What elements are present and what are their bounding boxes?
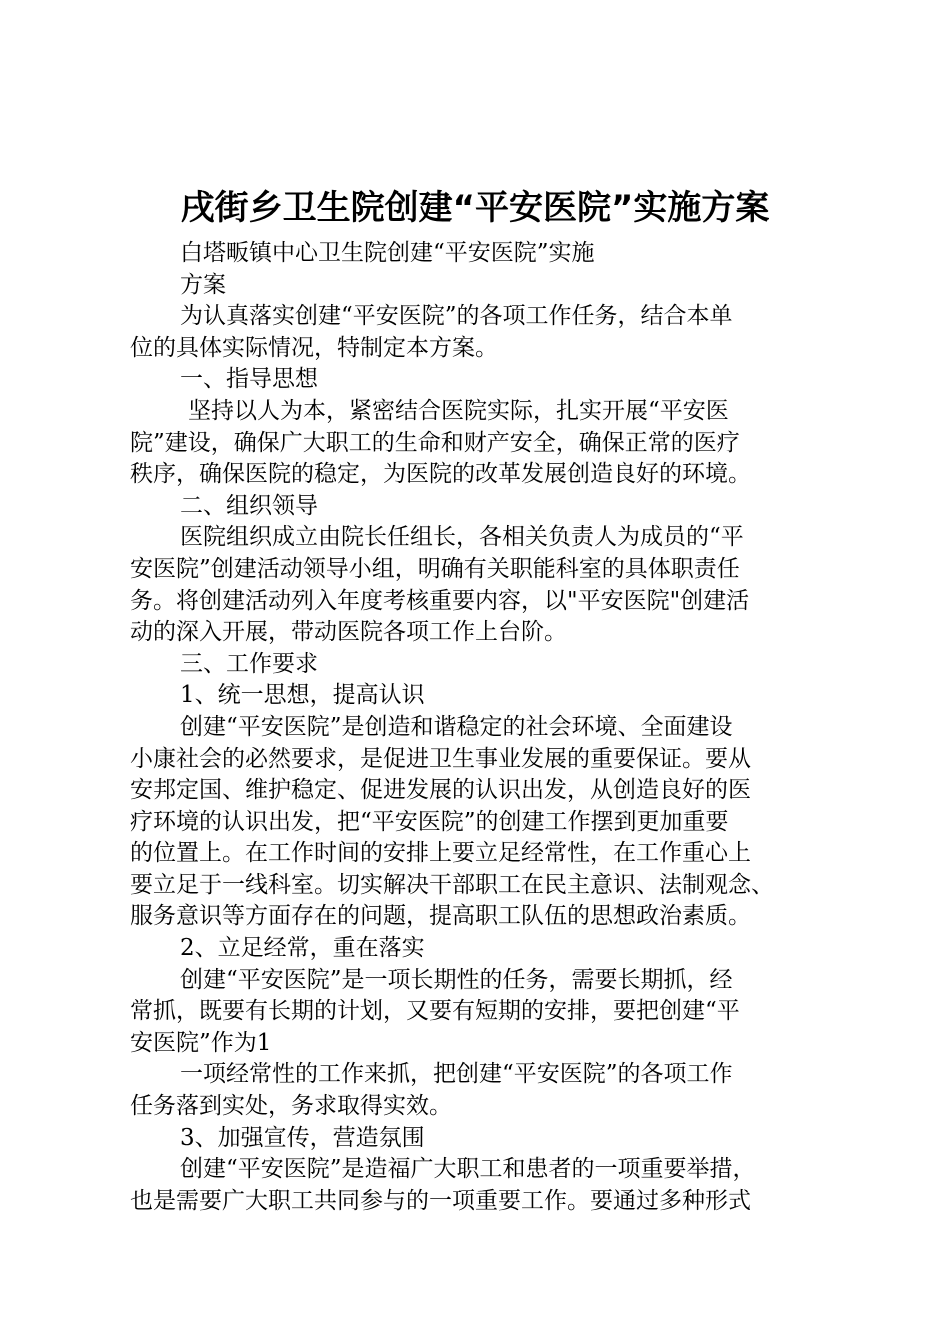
paragraph-line: 院”建设，确保广大职工的生命和财产安全，确保正常的医疗 bbox=[130, 429, 740, 456]
paragraph-line: 务。将创建活动列入年度考核重要内容，以"平安医院"创建活 bbox=[130, 587, 750, 614]
paragraph-line: 坚持以人为本，紧密结合医院实际，扎实开展“平安医 bbox=[188, 397, 729, 424]
paragraph-line: 服务意识等方面存在的问题，提高职工队伍的思想政治素质。 bbox=[130, 903, 751, 930]
paragraph-line: 秩序，确保医院的稳定，为医院的改革发展创造良好的环境。 bbox=[130, 461, 751, 488]
section-heading: 一、指导思想 bbox=[180, 366, 318, 393]
paragraph-line: 安邦定国、维护稳定、促进发展的认识出发，从创造良好的医 bbox=[130, 777, 751, 804]
paragraph-line: 也是需要广大职工共同参与的一项重要工作。要通过多种形式 bbox=[130, 1187, 751, 1214]
document-body bbox=[130, 238, 830, 1217]
paragraph-line: 要立足于一线科室。切实解决干部职工在民主意识、法制观念、 bbox=[130, 871, 774, 898]
subtitle-line: 白塔畈镇中心卫生院创建“平安医院”实施 bbox=[180, 240, 595, 266]
paragraph-line: 为认真落实创建“平安医院”的各项工作任务，结合本单 bbox=[180, 303, 733, 330]
paragraph-line: 位的具体实际情况，特制定本方案。 bbox=[130, 334, 498, 361]
paragraph-line: 创建“平安医院”是造福广大职工和患者的一项重要举措， bbox=[180, 1156, 756, 1183]
paragraph-line: 小康社会的必然要求，是促进卫生事业发展的重要保证。要从 bbox=[130, 745, 751, 772]
paragraph-line: 动的深入开展，带动医院各项工作上台阶。 bbox=[130, 619, 567, 646]
paragraph-line: 安医院”作为1 bbox=[130, 1029, 272, 1056]
paragraph-line: 创建“平安医院”是创造和谐稳定的社会环境、全面建设 bbox=[180, 713, 733, 740]
paragraph-line: 疗环境的认识出发，把“平安医院”的创建工作摆到更加重要 bbox=[130, 808, 729, 835]
paragraph-line: 安医院”创建活动领导小组，明确有关职能科室的具体职责任 bbox=[130, 555, 740, 582]
document-title: 戌街乡卫生院创建“平安医院”实施方案 bbox=[180, 188, 770, 228]
section-heading: 二、组织领导 bbox=[180, 492, 318, 519]
paragraph-line: 任务落到实处，务求取得实效。 bbox=[130, 1093, 452, 1120]
paragraph-line: 常抓，既要有长期的计划，又要有短期的安排，要把创建“平 bbox=[130, 998, 740, 1025]
paragraph-line: 医院组织成立由院长任组长，各相关负责人为成员的“平 bbox=[180, 524, 744, 551]
subsection-heading: 1、统一思想，提高认识 bbox=[180, 682, 425, 709]
section-heading: 三、工作要求 bbox=[180, 650, 318, 677]
subsection-heading: 3、加强宣传，营造氛围 bbox=[180, 1124, 425, 1151]
subsection-heading: 2、立足经常，重在落实 bbox=[180, 935, 425, 962]
paragraph-line: 一项经常性的工作来抓，把创建“平安医院”的各项工作 bbox=[180, 1061, 733, 1088]
paragraph-line: 的位置上。在工作时间的安排上要立足经常性，在工作重心上 bbox=[130, 840, 751, 867]
subtitle-line: 方案 bbox=[180, 271, 226, 298]
paragraph-line: 创建“平安医院”是一项长期性的任务，需要长期抓，经 bbox=[180, 966, 733, 993]
